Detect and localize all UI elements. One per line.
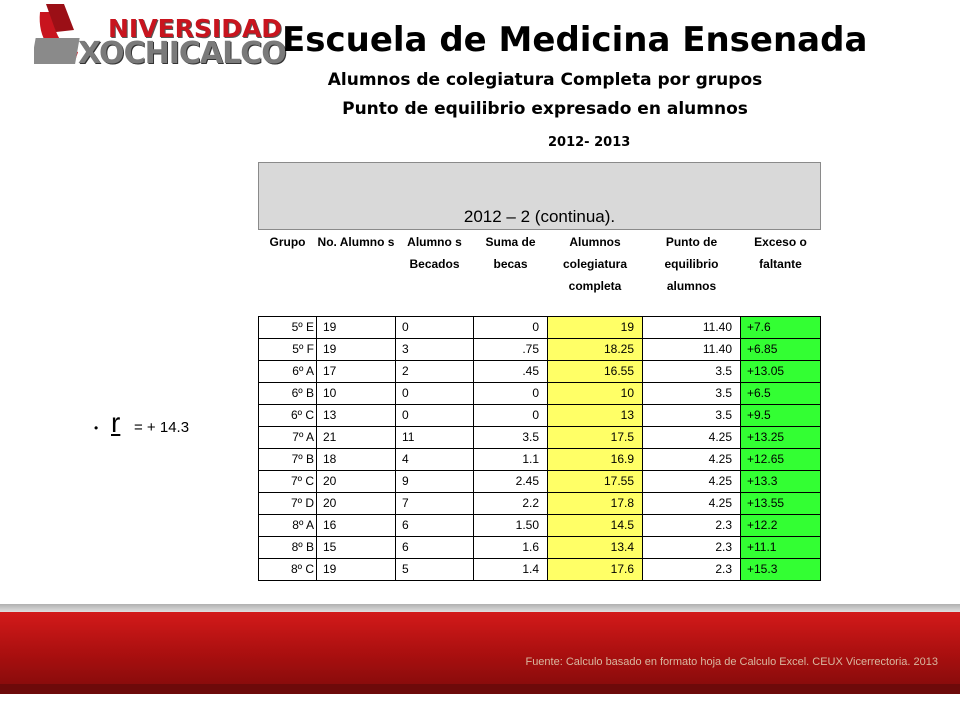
university-logo	[34, 2, 286, 71]
table-cell: 2.2	[474, 493, 548, 515]
table-cell: 0	[474, 383, 548, 405]
table-cell: 2.45	[474, 471, 548, 493]
table-cell: .45	[474, 361, 548, 383]
table-cell: 6º A	[259, 361, 317, 383]
table-cell: 14.5	[548, 515, 643, 537]
column-header: Grupo	[269, 235, 306, 249]
table-cell: 0	[474, 405, 548, 427]
table-row	[259, 361, 821, 383]
table-cell: 4.25	[643, 493, 741, 515]
table-cell: 7º A	[259, 427, 317, 449]
school-year: 2012- 2013	[548, 135, 631, 150]
table-cell: 8º A	[259, 515, 317, 537]
table-cell: 7º C	[259, 471, 317, 493]
table-cell: 1.50	[474, 515, 548, 537]
table-cell: +12.65	[741, 449, 821, 471]
table-cell: 16.9	[548, 449, 643, 471]
table-cell: 2.3	[643, 559, 741, 581]
table-row	[259, 317, 821, 339]
column-header: Exceso o faltante	[754, 235, 807, 271]
bullet-dot-icon: •	[94, 421, 99, 435]
table-cell: 2.3	[643, 537, 741, 559]
table-row	[259, 471, 821, 493]
logo-text-top: NIVERSIDAD	[108, 14, 283, 43]
table-cell: 15	[317, 537, 396, 559]
table-cell: +12.2	[741, 515, 821, 537]
table-cell: 10	[317, 383, 396, 405]
table-cell: 1.6	[474, 537, 548, 559]
table-cell: 4.25	[643, 471, 741, 493]
table-row	[259, 339, 821, 361]
table-cell: +6.5	[741, 383, 821, 405]
page-subtitle: Alumnos de colegiatura Completa por grupos	[327, 70, 763, 90]
table-cell: 19	[317, 317, 396, 339]
table-cell: +13.55	[741, 493, 821, 515]
table-cell: 17.8	[548, 493, 643, 515]
table-cell: +13.3	[741, 471, 821, 493]
page-subtitle-2: Punto de equilibrio expresado en alumnos	[342, 99, 748, 119]
table-cell: 11	[396, 427, 474, 449]
table-cell: 13	[317, 405, 396, 427]
table-cell: 7	[396, 493, 474, 515]
table-cell: 17.55	[548, 471, 643, 493]
period-header: 2012 – 2 (continua).	[259, 163, 821, 230]
page-title: Escuela de Medicina Ensenada	[282, 20, 868, 60]
table-row	[259, 537, 821, 559]
table-cell: 16.55	[548, 361, 643, 383]
table-cell: 4	[396, 449, 474, 471]
table-cell: 0	[396, 405, 474, 427]
table-row	[259, 493, 821, 515]
table-cell: 21	[317, 427, 396, 449]
table-row	[259, 449, 821, 471]
table-cell: 2	[396, 361, 474, 383]
table-cell: 13	[548, 405, 643, 427]
column-header: Punto de equilibrio alumnos	[664, 235, 719, 293]
table-cell: 4.25	[643, 427, 741, 449]
table-row	[259, 427, 821, 449]
table-cell: +11.1	[741, 537, 821, 559]
table-cell: 19	[317, 559, 396, 581]
column-header: No. Alumno s	[317, 235, 395, 249]
table-cell: 17.5	[548, 427, 643, 449]
table-cell: 20	[317, 493, 396, 515]
table-cell: +15.3	[741, 559, 821, 581]
table-row	[259, 559, 821, 581]
footer-divider	[0, 604, 960, 612]
table-cell: 11.40	[643, 339, 741, 361]
logo-text-bottom: XOCHICALCO	[78, 36, 286, 71]
table-cell: 3.5	[474, 427, 548, 449]
table-cell: 6º C	[259, 405, 317, 427]
correlation-value: = + 14.3	[134, 419, 190, 436]
table-cell: 17.6	[548, 559, 643, 581]
table-cell: 1.4	[474, 559, 548, 581]
table-cell: 5	[396, 559, 474, 581]
table-cell: 7º D	[259, 493, 317, 515]
column-header: Suma de becas	[485, 235, 536, 271]
data-table	[258, 162, 821, 581]
table-cell: 17	[317, 361, 396, 383]
table-row	[259, 405, 821, 427]
table-cell: 8º B	[259, 537, 317, 559]
table-cell: 0	[396, 383, 474, 405]
table-cell: 0	[396, 317, 474, 339]
table-cell: 6º B	[259, 383, 317, 405]
table-cell: 4.25	[643, 449, 741, 471]
source-note: Fuente: Calculo basado en formato hoja de Calculo Excel. CEUX Vicerrectoria. 2013	[525, 656, 938, 668]
table-cell: +6.85	[741, 339, 821, 361]
table-cell: 10	[548, 383, 643, 405]
table-cell: 2.3	[643, 515, 741, 537]
table-cell: 0	[474, 317, 548, 339]
footer-band	[0, 612, 960, 684]
table-cell: +7.6	[741, 317, 821, 339]
table-cell: 1.1	[474, 449, 548, 471]
table-cell: 16	[317, 515, 396, 537]
footer-strip	[0, 684, 960, 694]
table-cell: 3	[396, 339, 474, 361]
table-cell: 19	[317, 339, 396, 361]
table-cell: +13.05	[741, 361, 821, 383]
table-row	[259, 515, 821, 537]
table-cell: 5º F	[259, 339, 317, 361]
column-header: Alumnos colegiatura completa	[562, 235, 628, 293]
table-cell: +13.25	[741, 427, 821, 449]
table-cell: 6	[396, 537, 474, 559]
table-cell: 18	[317, 449, 396, 471]
table-cell: 20	[317, 471, 396, 493]
table-cell: 3.5	[643, 405, 741, 427]
table-cell: 11.40	[643, 317, 741, 339]
column-header: Alumno s Becados	[407, 235, 462, 271]
table-cell: 3.5	[643, 361, 741, 383]
table-cell: 6	[396, 515, 474, 537]
table-cell: 5º E	[259, 317, 317, 339]
table-cell: 18.25	[548, 339, 643, 361]
table-cell: 8º C	[259, 559, 317, 581]
correlation-symbol: r	[111, 407, 121, 438]
table-cell: 19	[548, 317, 643, 339]
table-cell: 9	[396, 471, 474, 493]
table-cell: +9.5	[741, 405, 821, 427]
table-cell: 13.4	[548, 537, 643, 559]
table-body	[259, 317, 821, 581]
table-cell: 7º B	[259, 449, 317, 471]
table-cell: 3.5	[643, 383, 741, 405]
table-cell: .75	[474, 339, 548, 361]
table-row	[259, 383, 821, 405]
